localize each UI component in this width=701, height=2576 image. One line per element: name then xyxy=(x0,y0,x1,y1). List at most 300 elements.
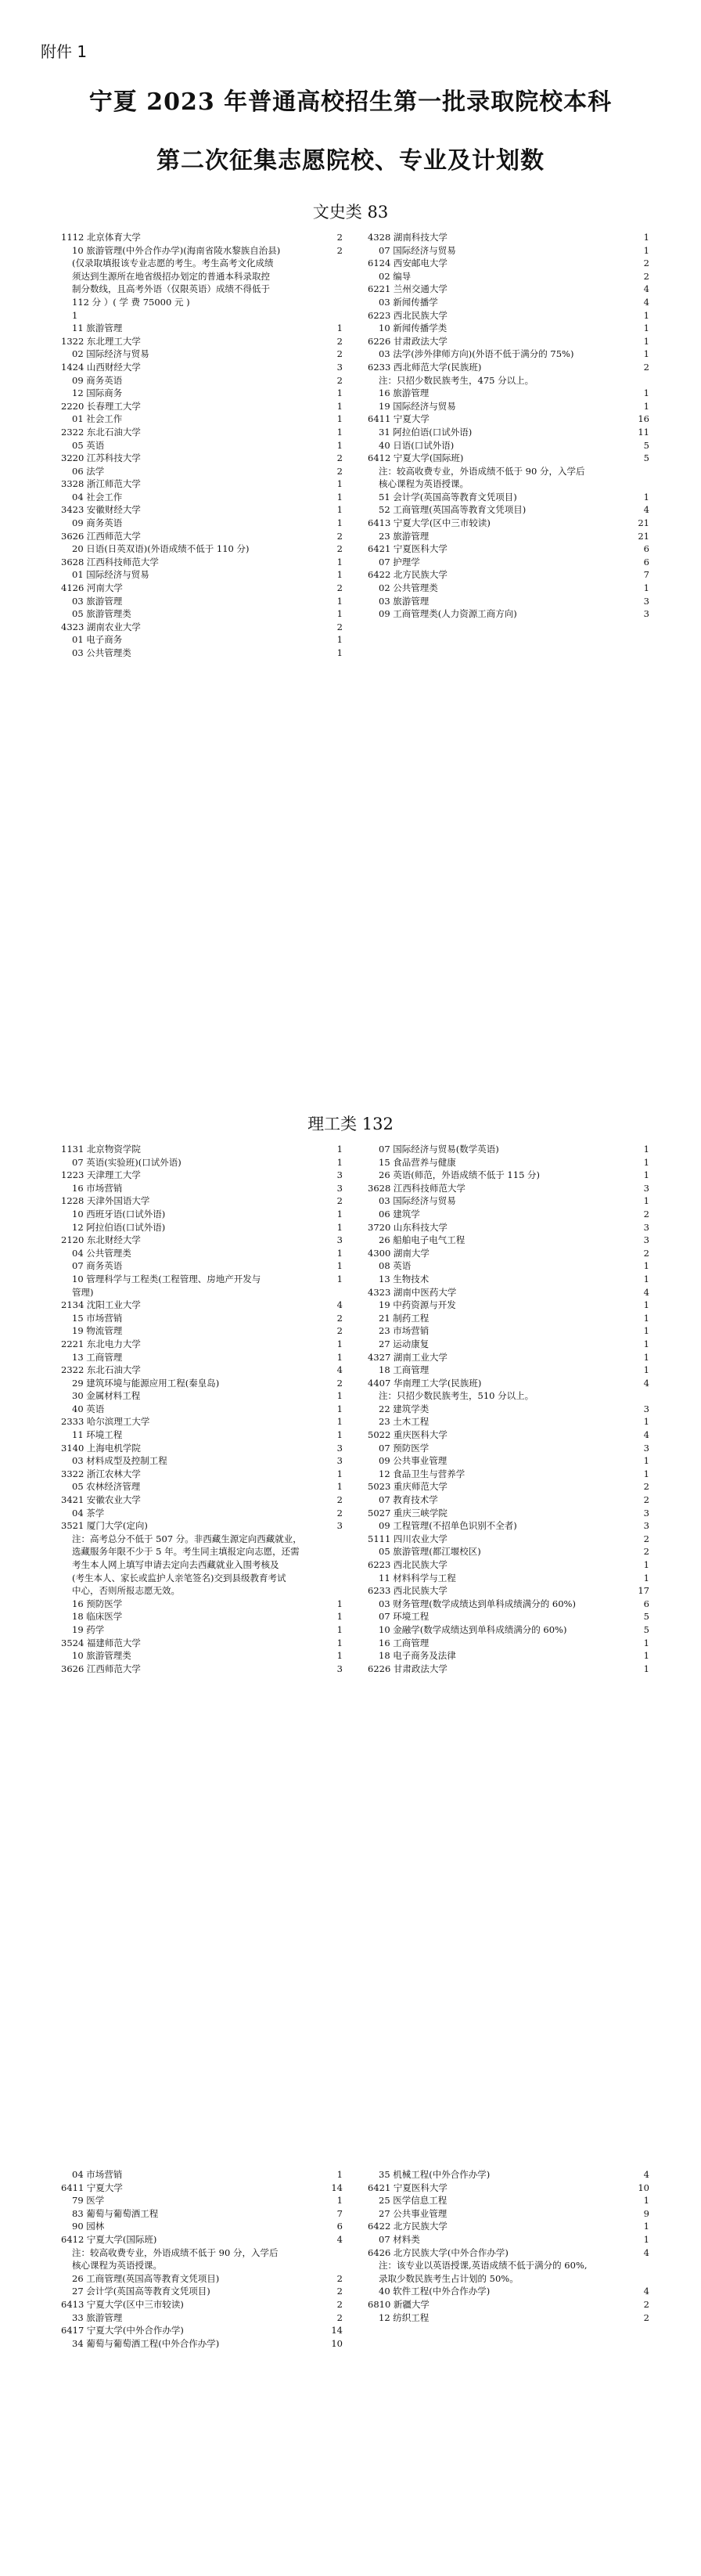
row-name: 27 会计学(英国高等教育文凭项目) xyxy=(72,2286,210,2297)
table-row xyxy=(61,2272,343,2286)
row-count: 7 xyxy=(336,2207,343,2219)
row-count: 1 xyxy=(336,1208,343,1220)
row-count: 4 xyxy=(643,1286,649,1298)
table-row xyxy=(368,1663,649,1676)
row-count: 14 xyxy=(331,2181,343,2193)
row-name: 09 工商管理类(人力资源工商方向) xyxy=(379,608,517,620)
row-count: 1 xyxy=(336,517,343,529)
row-count: 2 xyxy=(643,258,649,269)
row-count: 1 xyxy=(643,1637,649,1648)
row-count: 6 xyxy=(643,543,649,555)
table-row xyxy=(368,1442,649,1455)
row-count: 2 xyxy=(336,348,343,360)
table-row xyxy=(61,1533,343,1546)
row-name: 18 临床医学 xyxy=(72,1611,123,1623)
row-count: 3 xyxy=(643,1234,649,1246)
row-name: 27 运动康复 xyxy=(379,1338,430,1349)
row-name: 注：只招少数民族考生，475 分以上。 xyxy=(379,374,534,386)
row-name: 09 公共事业管理 xyxy=(379,1455,448,1467)
row-count: 1 xyxy=(643,1273,649,1284)
table-row xyxy=(61,1610,343,1623)
table-row xyxy=(61,542,343,556)
table-row xyxy=(368,517,649,530)
row-count: 4 xyxy=(336,1364,343,1376)
row-name: 2333 哈尔滨理工大学 xyxy=(61,1416,150,1428)
row-name: 07 商务英语 xyxy=(72,1260,123,1272)
table-row xyxy=(61,1208,343,1221)
row-name: 中心，否则所报志愿无效。 xyxy=(72,1585,180,1597)
row-count: 3 xyxy=(643,1182,649,1194)
row-count: 1 xyxy=(336,400,343,412)
row-count xyxy=(338,1286,343,1299)
table-row xyxy=(368,1156,649,1169)
row-count xyxy=(338,1584,343,1598)
table-row xyxy=(61,335,343,348)
table-row xyxy=(368,400,649,413)
table-row xyxy=(368,1143,649,1156)
row-name: 3140 上海电机学院 xyxy=(61,1442,141,1454)
table-row xyxy=(61,1247,343,1260)
row-count: 1 xyxy=(643,232,649,243)
row-count: 2 xyxy=(336,582,343,594)
row-name: 19 物流管理 xyxy=(72,1325,123,1337)
row-count: 4 xyxy=(643,2286,649,2297)
row-name: 01 电子商务 xyxy=(72,634,123,646)
table-row xyxy=(61,633,343,647)
row-name: 10 管理科学与工程类(工程管理、房地产开发与 xyxy=(72,1273,261,1284)
table-row xyxy=(61,1194,343,1208)
row-count: 4 xyxy=(643,2246,649,2258)
table-row xyxy=(61,1182,343,1195)
table-row xyxy=(61,1389,343,1403)
table-row xyxy=(368,465,649,478)
row-name: 02 公共管理类 xyxy=(379,582,438,594)
row-count: 4 xyxy=(643,2169,649,2180)
row-name: 06 法学 xyxy=(72,465,105,477)
row-name: 5023 重庆师范大学 xyxy=(368,1481,448,1493)
row-count: 1 xyxy=(336,413,343,425)
row-name: 3328 浙江师范大学 xyxy=(61,478,141,490)
table-row xyxy=(368,348,649,361)
table-row xyxy=(368,283,649,296)
row-name: 02 编导 xyxy=(379,270,412,282)
row-count: 11 xyxy=(638,426,649,438)
table-row xyxy=(368,1247,649,1260)
row-name: 6223 西北民族大学 xyxy=(368,1559,448,1570)
row-name: 20 日语(日英双语)(外语成绩不低于 110 分) xyxy=(72,543,250,555)
table-row xyxy=(61,595,343,608)
table-row xyxy=(61,503,343,517)
row-name: 3626 江西师范大学 xyxy=(61,530,141,542)
row-name: 3626 江西师范大学 xyxy=(61,1663,141,1674)
row-count: 1 xyxy=(643,2233,649,2245)
row-name: 1424 山西财经大学 xyxy=(61,361,141,373)
table-row xyxy=(368,491,649,504)
row-name: 考生本人网上填写申请去定向去西藏就业入围考核及 xyxy=(72,1559,279,1570)
row-name: 19 中药资源与开发 xyxy=(379,1299,456,1311)
row-name: 1 xyxy=(72,309,78,321)
row-name: 4327 湖南工业大学 xyxy=(368,1351,448,1363)
row-count: 1 xyxy=(336,478,343,490)
section-heading-ligong: 理工类 132 xyxy=(307,1115,394,1133)
row-count xyxy=(338,1558,343,1572)
table-row xyxy=(368,257,649,270)
table-row xyxy=(368,1572,649,1585)
row-name: 5022 重庆医科大学 xyxy=(368,1429,448,1441)
row-count: 2 xyxy=(643,2298,649,2310)
row-name: 03 法学(涉外律师方向)(外语不低于满分的 75%) xyxy=(379,348,574,360)
table-row xyxy=(61,1519,343,1533)
row-count: 1 xyxy=(643,1559,649,1570)
row-count: 2 xyxy=(336,1377,343,1389)
row-name: 6422 北方民族大学 xyxy=(368,2221,448,2232)
row-name: 6413 宁夏大学(区中三市较读) xyxy=(61,2298,184,2310)
row-name: 12 食品卫生与营养学 xyxy=(379,1468,466,1479)
table-row xyxy=(61,1273,343,1286)
table-row xyxy=(368,1468,649,1481)
table-row xyxy=(368,2298,649,2311)
row-name: 07 教育技术学 xyxy=(379,1494,438,1506)
row-count: 1 xyxy=(643,1416,649,1428)
table-row xyxy=(368,1519,649,1533)
row-count: 2 xyxy=(336,335,343,347)
row-count: 2 xyxy=(336,465,343,477)
row-count: 5 xyxy=(643,452,649,464)
row-name: 21 制药工程 xyxy=(379,1312,430,1324)
table-row xyxy=(368,1234,649,1247)
table-row xyxy=(368,607,649,621)
row-count: 1 xyxy=(643,322,649,334)
row-name: 核心课程为英语授课。 xyxy=(72,2260,162,2272)
table-row xyxy=(61,1377,343,1390)
row-count: 2 xyxy=(643,1494,649,1506)
table-row xyxy=(61,400,343,413)
row-name: 01 国际经济与贸易 xyxy=(72,569,149,581)
row-count xyxy=(645,465,649,478)
row-count xyxy=(338,1545,343,1558)
table-row xyxy=(61,1598,343,1611)
row-name: 4328 湖南科技大学 xyxy=(368,232,448,243)
row-name: 03 旅游管理 xyxy=(379,595,430,607)
table-row xyxy=(61,283,343,296)
table-row xyxy=(61,2181,343,2195)
table-row xyxy=(61,568,343,582)
row-count: 2 xyxy=(336,2286,343,2297)
row-name: 19 国际经济与贸易 xyxy=(379,400,456,412)
row-name: 3220 江苏科技大学 xyxy=(61,452,141,464)
table-row xyxy=(368,335,649,348)
row-name: 40 软件工程(中外合作办学) xyxy=(379,2286,491,2297)
attachment-label: 附件 1 xyxy=(41,42,88,61)
row-count: 4 xyxy=(643,504,649,516)
table-row xyxy=(61,413,343,426)
row-count: 1 xyxy=(336,1247,343,1259)
row-count: 1 xyxy=(336,1273,343,1284)
table-row xyxy=(61,2298,343,2311)
table-row xyxy=(368,1598,649,1611)
table-row xyxy=(368,1507,649,1520)
row-count: 1 xyxy=(643,1144,649,1155)
row-count: 1 xyxy=(336,2195,343,2207)
row-name: 18 工商管理 xyxy=(379,1364,430,1376)
table-row xyxy=(61,1572,343,1585)
table-row xyxy=(368,1454,649,1468)
row-count: 1 xyxy=(336,1351,343,1363)
row-count: 17 xyxy=(638,1585,649,1597)
table-row xyxy=(61,1663,343,1676)
table-row xyxy=(61,270,343,283)
row-count: 2 xyxy=(643,1247,649,1259)
table-row xyxy=(61,1493,343,1507)
row-count: 1 xyxy=(336,1221,343,1233)
row-name: 03 旅游管理 xyxy=(72,595,123,607)
row-name: 09 商务英语 xyxy=(72,517,123,529)
row-count: 1 xyxy=(336,387,343,399)
row-name: 03 公共管理类 xyxy=(72,647,131,658)
row-count: 4 xyxy=(643,1377,649,1389)
table-row xyxy=(61,348,343,361)
row-name: 16 市场营销 xyxy=(72,1182,123,1194)
table-row xyxy=(368,1623,649,1637)
row-name: 2221 东北电力大学 xyxy=(61,1338,141,1349)
row-count: 1 xyxy=(336,1156,343,1168)
row-name: 07 材料类 xyxy=(379,2233,420,2245)
row-count: 1 xyxy=(336,439,343,451)
row-name: 2220 长春理工大学 xyxy=(61,400,141,412)
row-count: 2 xyxy=(336,244,343,256)
row-name: 4300 湖南大学 xyxy=(368,1247,430,1259)
row-name: 05 旅游管理(都江堰校区) xyxy=(379,1546,481,1558)
row-count xyxy=(645,2272,649,2286)
row-count xyxy=(338,1572,343,1585)
row-name: 11 环境工程 xyxy=(72,1429,123,1441)
row-name: 4323 湖南中医药大学 xyxy=(368,1286,457,1298)
row-name: 12 阿拉伯语(口试外语) xyxy=(72,1221,166,1233)
table-row xyxy=(61,1480,343,1493)
row-name: 10 旅游管理类 xyxy=(72,1650,131,1662)
table-row xyxy=(368,1194,649,1208)
row-name: 04 茶学 xyxy=(72,1507,105,1519)
table-row xyxy=(368,1273,649,1286)
row-count: 1 xyxy=(336,1390,343,1402)
row-name: 4126 河南大学 xyxy=(61,582,123,594)
row-count: 5 xyxy=(643,1623,649,1635)
page3-left-column xyxy=(61,2168,343,2350)
table-row xyxy=(61,426,343,439)
row-name: 13 生物技术 xyxy=(379,1273,430,1284)
row-count: 1 xyxy=(643,1650,649,1662)
table-row xyxy=(61,582,343,595)
row-name: 13 工商管理 xyxy=(72,1351,123,1363)
row-name: 3628 江西科技师范大学 xyxy=(61,556,159,567)
row-count: 1 xyxy=(336,1623,343,1635)
row-count: 1 xyxy=(643,1455,649,1467)
row-count: 1 xyxy=(643,400,649,412)
row-count: 1 xyxy=(643,1572,649,1583)
row-count: 2 xyxy=(643,1533,649,1544)
row-name: 6226 甘肃政法大学 xyxy=(368,335,448,347)
row-count: 6 xyxy=(336,2221,343,2232)
row-name: 6421 宁夏医科大学 xyxy=(368,543,448,555)
table-row xyxy=(368,439,649,452)
row-count: 1 xyxy=(336,608,343,620)
row-count: 2 xyxy=(336,543,343,555)
row-count: 1 xyxy=(643,1299,649,1311)
row-name: 6426 北方民族大学(中外合作办学) xyxy=(368,2246,509,2258)
table-row xyxy=(61,1234,343,1247)
row-count: 1 xyxy=(643,1364,649,1376)
table-row xyxy=(61,2324,343,2337)
row-count: 6 xyxy=(643,556,649,567)
table-row xyxy=(61,1169,343,1182)
row-count: 1 xyxy=(336,1260,343,1272)
row-name: (考生本人、家长或监护人亲笔签名)交到县级教育考试 xyxy=(72,1572,286,1583)
table-row xyxy=(61,1558,343,1572)
row-name: 10 新闻传播学类 xyxy=(379,322,448,334)
wenshi-right-column xyxy=(368,231,649,621)
table-row xyxy=(368,1545,649,1558)
row-name: 4407 华南理工大学(民族班) xyxy=(368,1377,482,1389)
row-count: 2 xyxy=(643,270,649,282)
table-row xyxy=(368,1221,649,1234)
row-count: 1 xyxy=(643,1468,649,1479)
table-row xyxy=(368,2272,649,2286)
table-row xyxy=(368,374,649,387)
row-count: 1 xyxy=(336,1598,343,1609)
row-count: 10 xyxy=(638,2181,649,2193)
row-name: 23 土木工程 xyxy=(379,1416,430,1428)
table-row xyxy=(61,1338,343,1351)
row-count: 16 xyxy=(638,413,649,425)
row-count: 1 xyxy=(336,1637,343,1648)
row-name: 6124 西安邮电大学 xyxy=(368,258,448,269)
row-name: 6223 西北民族大学 xyxy=(368,309,448,321)
table-row xyxy=(61,2233,343,2246)
row-count xyxy=(645,2259,649,2272)
table-row xyxy=(368,1584,649,1598)
row-count xyxy=(338,296,343,309)
row-count: 4 xyxy=(643,1429,649,1441)
row-name: 6412 宁夏大学(国际班) xyxy=(368,452,464,464)
row-name: 25 医学信息工程 xyxy=(379,2195,448,2207)
table-row xyxy=(368,542,649,556)
table-row xyxy=(61,1507,343,1520)
row-count: 2 xyxy=(336,2272,343,2284)
row-count: 3 xyxy=(336,1520,343,1532)
table-row xyxy=(368,2168,649,2181)
table-row xyxy=(61,452,343,465)
page3-right-column xyxy=(368,2168,649,2324)
row-name: 09 商务英语 xyxy=(72,374,123,386)
table-row xyxy=(368,426,649,439)
row-name: 5027 重庆三峡学院 xyxy=(368,1507,448,1519)
row-name: 3720 山东科技大学 xyxy=(368,1221,448,1233)
table-row xyxy=(61,1468,343,1481)
row-count: 3 xyxy=(336,1442,343,1454)
row-name: 26 工商管理(英国高等教育文凭项目) xyxy=(72,2272,220,2284)
row-name: 2134 沈阳工业大学 xyxy=(61,1299,141,1311)
row-name: 6422 北方民族大学 xyxy=(368,569,448,581)
row-count: 2 xyxy=(336,1507,343,1519)
row-name: 40 日语(口试外语) xyxy=(379,439,455,451)
table-row xyxy=(61,1649,343,1663)
table-row xyxy=(368,2220,649,2233)
row-count: 1 xyxy=(336,1650,343,1662)
row-count: 1 xyxy=(643,1195,649,1207)
table-row xyxy=(368,231,649,244)
table-row xyxy=(61,1221,343,1234)
row-name: 3421 安徽农业大学 xyxy=(61,1494,141,1506)
row-name: 35 机械工程(中外合作办学) xyxy=(379,2169,491,2180)
row-count: 1 xyxy=(336,647,343,658)
row-name: 6413 宁夏大学(区中三市较读) xyxy=(368,517,491,529)
table-row xyxy=(61,1156,343,1169)
row-name: 07 国际经济与贸易(数学英语) xyxy=(379,1144,499,1155)
table-row xyxy=(368,1324,649,1338)
table-row xyxy=(368,1558,649,1572)
table-row xyxy=(368,2285,649,2298)
row-count: 2 xyxy=(336,1195,343,1207)
table-row xyxy=(61,1143,343,1156)
table-row xyxy=(61,2194,343,2207)
row-count: 3 xyxy=(643,1221,649,1233)
row-name: 6412 宁夏大学(国际班) xyxy=(61,2233,157,2245)
table-row xyxy=(368,1338,649,1351)
table-row xyxy=(61,1623,343,1637)
row-count: 1 xyxy=(336,504,343,516)
row-name: 6417 宁夏大学(中外合作办学) xyxy=(61,2325,184,2336)
row-name: 03 国际经济与贸易 xyxy=(379,1195,456,1207)
row-count: 2 xyxy=(643,1481,649,1493)
row-count: 2 xyxy=(336,452,343,464)
row-count: 1 xyxy=(336,1611,343,1623)
row-count: 2 xyxy=(336,1325,343,1337)
row-count: 2 xyxy=(336,621,343,632)
row-count: 1 xyxy=(336,426,343,438)
row-name: 26 船舶电子电气工程 xyxy=(379,1234,466,1246)
table-row xyxy=(61,1429,343,1442)
table-row xyxy=(61,1584,343,1598)
row-name: 16 旅游管理 xyxy=(379,387,430,399)
table-row xyxy=(61,2285,343,2298)
row-count xyxy=(338,309,343,322)
row-name: 07 护理学 xyxy=(379,556,420,567)
table-row xyxy=(368,244,649,258)
row-count: 1 xyxy=(643,1156,649,1168)
row-count: 1 xyxy=(336,1468,343,1479)
row-name: 注：较高收费专业，外语成绩不低于 90 分，入学后 xyxy=(72,2246,279,2258)
table-row xyxy=(61,1454,343,1468)
row-name: 3524 福建师范大学 xyxy=(61,1637,141,1648)
table-row xyxy=(61,296,343,309)
table-row xyxy=(368,582,649,595)
row-count: 1 xyxy=(336,1338,343,1349)
table-row xyxy=(368,1208,649,1221)
row-count: 1 xyxy=(643,1338,649,1349)
row-name: 52 工商管理(英国高等教育文凭项目) xyxy=(379,504,527,516)
row-count: 1 xyxy=(643,2221,649,2232)
row-name: 2322 东北石油大学 xyxy=(61,426,141,438)
table-row xyxy=(61,322,343,335)
table-row xyxy=(61,1364,343,1377)
table-row xyxy=(368,1312,649,1325)
table-row xyxy=(368,387,649,400)
row-name: 09 工程管理(不招单色识别不全者) xyxy=(379,1520,517,1532)
row-name: 3521 厦门大学(定向) xyxy=(61,1520,148,1532)
table-row xyxy=(368,1364,649,1377)
row-name: 18 电子商务及法律 xyxy=(379,1650,456,1662)
row-count: 1 xyxy=(643,348,649,360)
